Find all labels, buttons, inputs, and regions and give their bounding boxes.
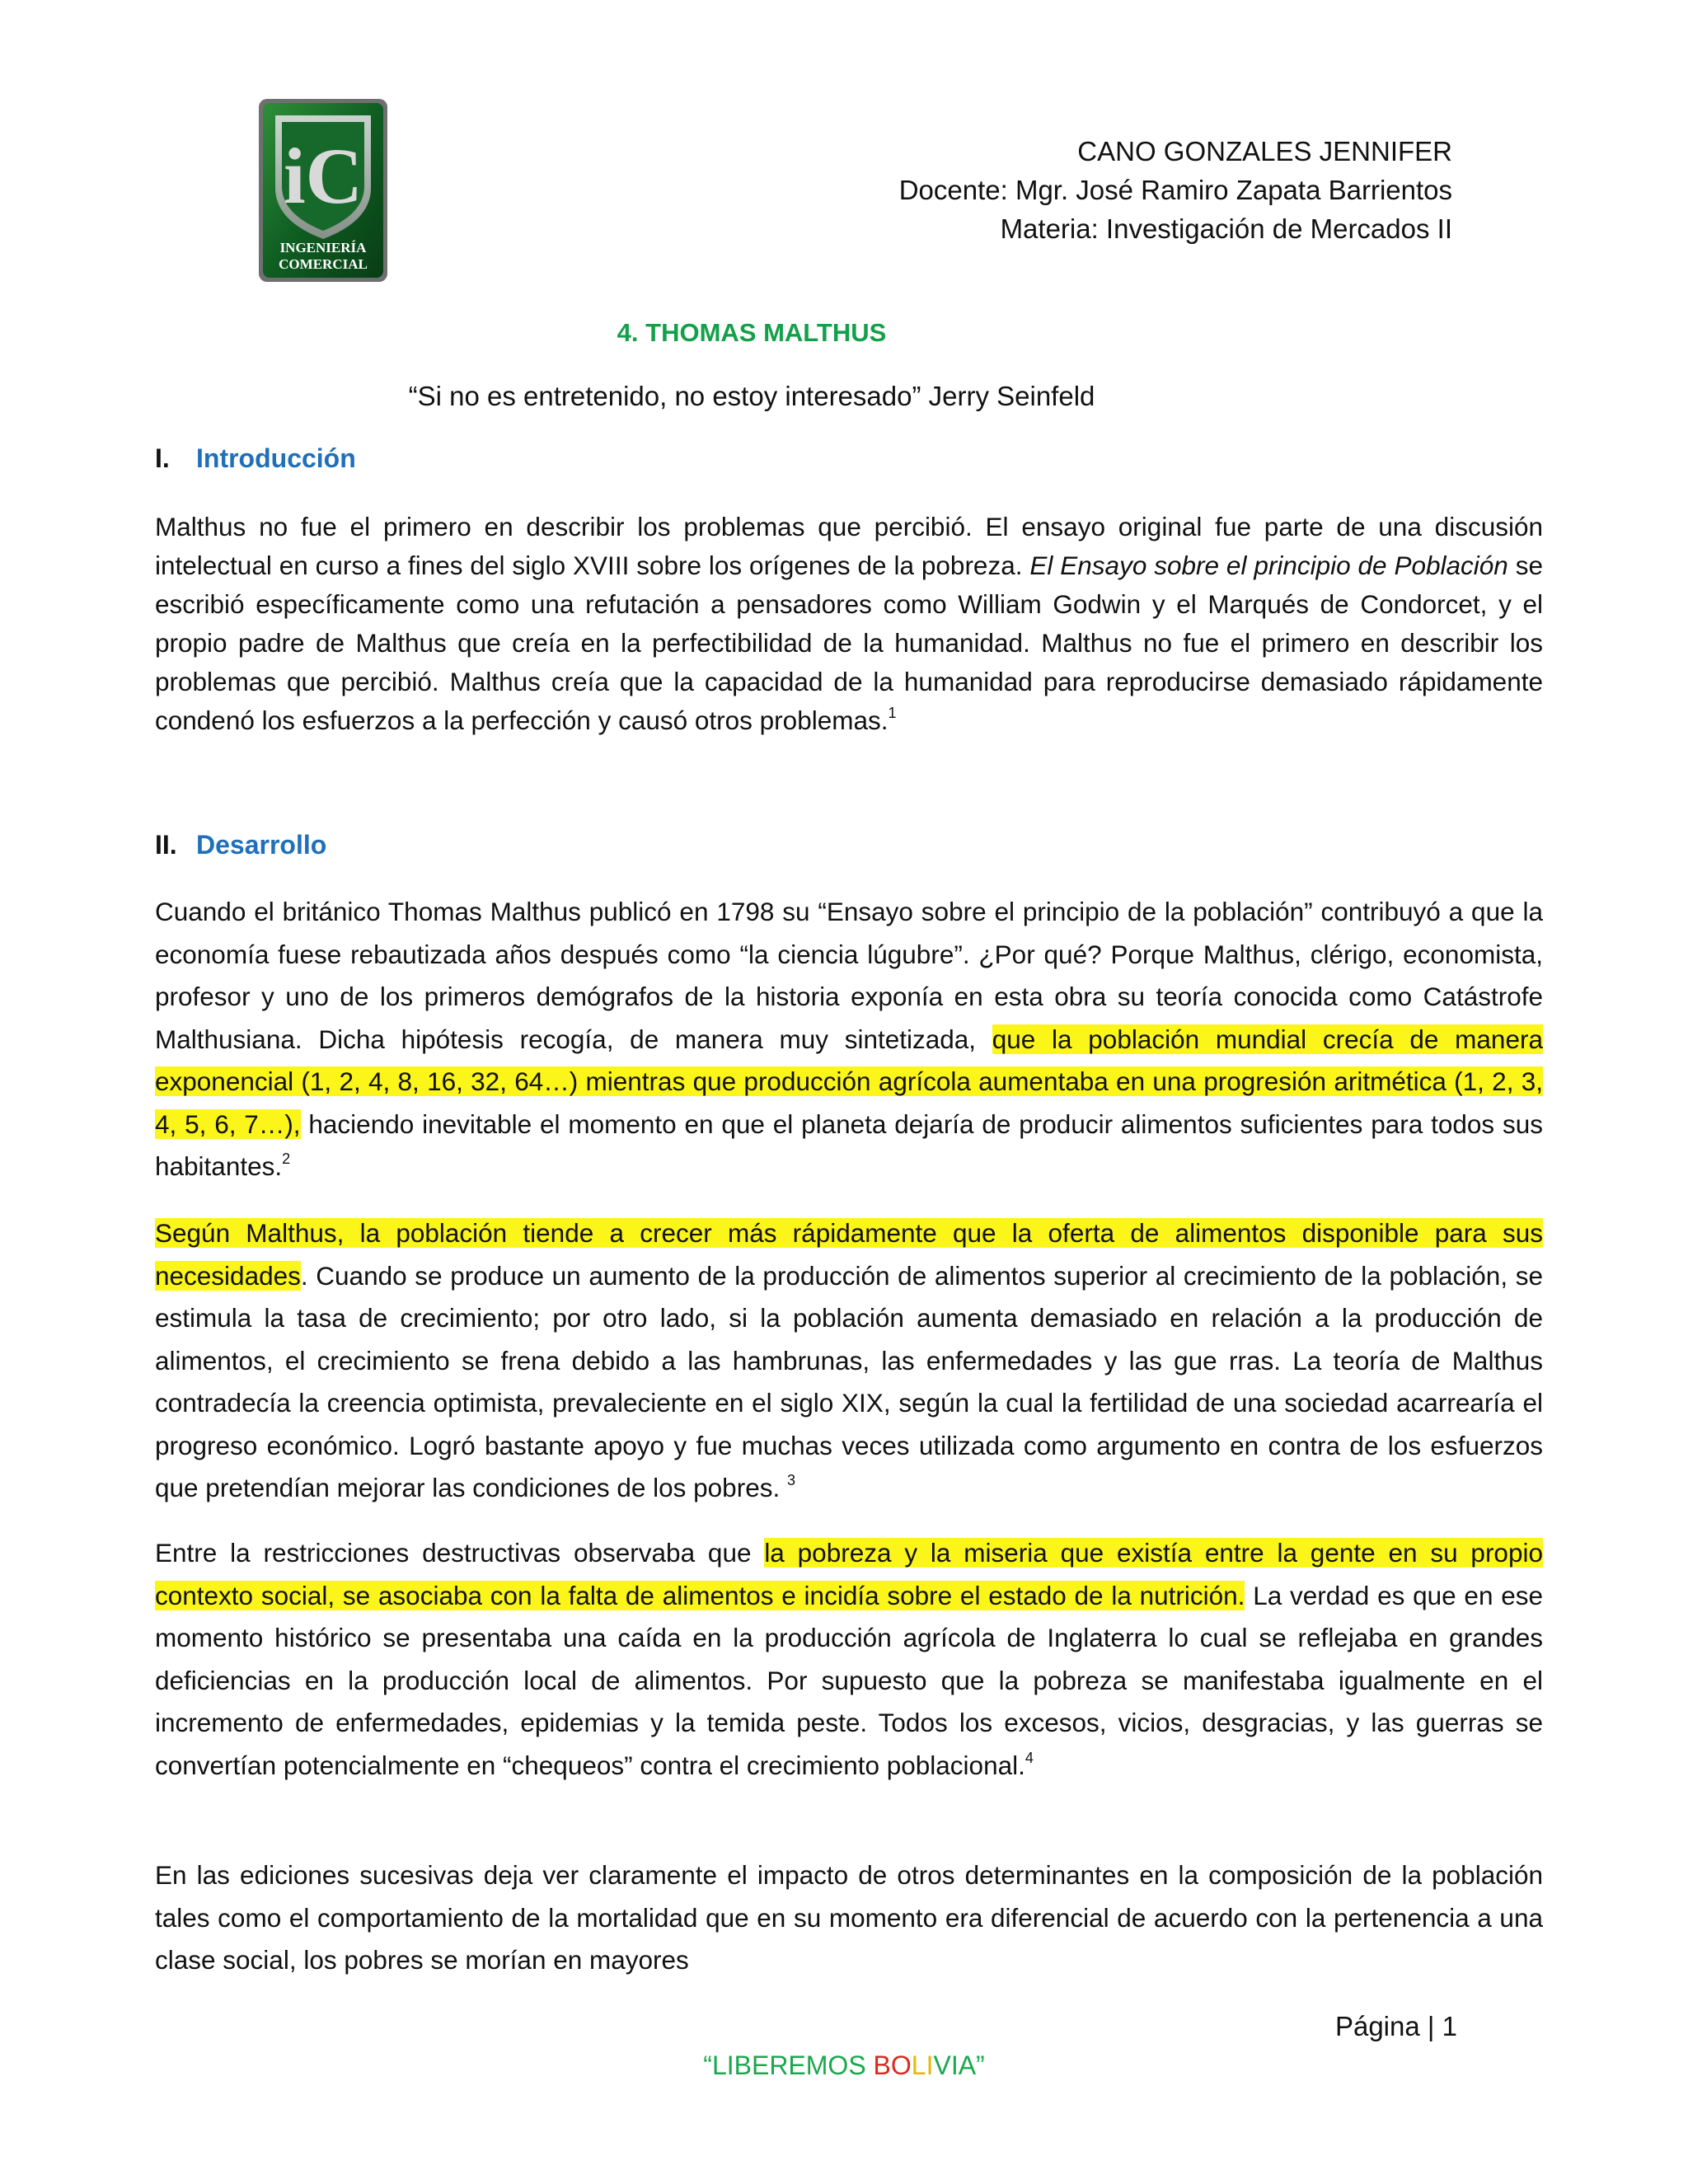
highlighted-text: la pobreza y la miseria que existía entre la gente en su propio contexto social, se asociaba con la falta de alimentos e incidía sobre el estado de la nutrición. <box>155 1538 1543 1610</box>
footnote-ref: 4 <box>1025 1749 1034 1766</box>
ingenieria-comercial-logo <box>257 97 389 284</box>
paragraph-text: Entre la restricciones destructivas observaba que <box>155 1538 765 1568</box>
logo-line2: COMERCIAL <box>279 256 368 272</box>
footnote-ref: 3 <box>786 1472 795 1488</box>
logo-monogram: iC <box>284 132 363 220</box>
intro-text-rest: se escribió específicamente como una refutación a pensadores como William Godwin y el Marqués de Condorcet, y el propio padre de Malthus que creía en la perfectibilidad de la humanidad. Malthus no fue el primero en describir los problemas que percibió. Malthus creía que la capacidad de la humanidad para reproducirse demasiado rápidamente condenó los esfuerzos a la perfección y causó otros problemas. <box>155 551 1543 735</box>
section-number: II. <box>155 830 177 860</box>
footnote-ref: 1 <box>888 705 897 721</box>
intro-text: Malthus no fue el primero en describir los problemas que percibió. El ensayo original fue parte de una discusión intelectual en curso a fines del siglo XVIII sobre los orígenes de la pobreza. <box>155 512 1543 580</box>
paragraph-text: Cuando el británico Thomas Malthus publicó en 1798 su “Ensayo sobre el principio de la población” contribuyó a que la economía fuese rebautizada años después como “la ciencia lúgubre”. ¿Por qué? Porque Malthus, clérigo, economista, profesor y uno de los primeros demógrafos de la historia exponía en esta obra su teoría conocida como Catástrofe Malthusiana. Dicha hipótesis recogía, de manera muy sintetizada, <box>155 897 1543 1054</box>
section-heading-introduccion <box>155 443 356 474</box>
logo-line1: INGENIERÍA <box>279 240 367 255</box>
development-paragraph-3 <box>155 1532 1543 1787</box>
author-name: CANO GONZALES JENNIFER <box>1077 136 1452 166</box>
footer-slogan <box>0 2050 1688 2081</box>
footer-quote-open: “ <box>703 2050 712 2080</box>
development-paragraph-2 <box>155 1212 1543 1510</box>
section-number: I. <box>155 443 170 473</box>
subject-line: Materia: Investigación de Mercados II <box>1000 213 1452 244</box>
paragraph-text: La verdad es que en ese momento histórico se presentaba una caída en la producción agrícola de Inglaterra lo cual se reflejaba en grandes deficiencias en la producción local de alimentos. Por supuesto que la pobreza se manifestaba igualmente en el incremento de enfermedades, epidemias y la temida peste. Todos los excesos, vicios, desgracias, y las guerras se convertían potencialmente en “chequeos” contra el crecimiento poblacional. <box>155 1580 1544 1780</box>
development-paragraph-1 <box>155 891 1543 1188</box>
footer-text-green-end: VIA <box>933 2050 977 2080</box>
footer-text-green: LIBEREMOS <box>711 2050 874 2080</box>
footnote-ref: 2 <box>282 1151 291 1167</box>
highlighted-text: que la población mundial crecía de manera exponencial (1, 2, 4, 8, 16, 32, 64…) mientras que producción agrícola aumentaba en una progresión aritmética (1, 2, 3, 4, 5, 6, 7…), <box>155 1024 1543 1139</box>
section-heading-desarrollo <box>155 830 326 860</box>
paragraph-text: En las ediciones sucesivas deja ver claramente el impacto de otros determinantes en la composición de la población tales como el comportamiento de la mortalidad que en su momento era diferencial de acuerdo con la pertenencia a una clase social, los pobres se morían en mayores <box>155 1860 1543 1975</box>
page-number: Página | 1 <box>1334 2011 1457 2041</box>
paragraph-text: haciendo inevitable el momento en que el planeta dejaría de producir alimentos suficientes para todos sus habitantes. <box>155 1108 1543 1181</box>
intro-paragraph <box>155 508 1543 740</box>
development-paragraph-4 <box>155 1854 1543 1982</box>
document-title: 4. THOMAS MALTHUS <box>617 318 887 347</box>
essay-title-italic: El Ensayo sobre el principio de Población <box>1029 551 1508 580</box>
footer-quote-close: ” <box>976 2050 985 2080</box>
footer-text-red: BO <box>873 2050 912 2080</box>
paragraph-text: . Cuando se produce un aumento de la producción de alimentos superior al crecimiento de la población, se estimula la tasa de crecimiento; por otro lado, si la población aumenta demasiado en relación a la producción de alimentos, el crecimiento se frena debido a las hambrunas, las enfermedades y las gue rras. La teoría de Malthus contradecía la creencia optimista, prevaleciente en el siglo XIX, según la cual la fertilidad de una sociedad acarrearía el progreso económico. Logró bastante apoyo y fue muchas veces utilizada como argumento en contra de los esfuerzos que pretendían mejorar las condiciones de los pobres. <box>155 1260 1543 1502</box>
section-title: Desarrollo <box>196 830 327 860</box>
highlighted-text: Según Malthus, la población tiende a crecer más rápidamente que la oferta de alimentos disponible para sus necesidades <box>155 1218 1543 1291</box>
epigraph-quote: “Si no es entretenido, no estoy interesado” Jerry Seinfeld <box>408 381 1095 411</box>
footer-text-yellow: LI <box>911 2050 934 2080</box>
teacher-line: Docente: Mgr. José Ramiro Zapata Barrientos <box>898 175 1452 205</box>
document-header <box>899 132 1452 248</box>
section-title: Introducción <box>196 443 356 473</box>
